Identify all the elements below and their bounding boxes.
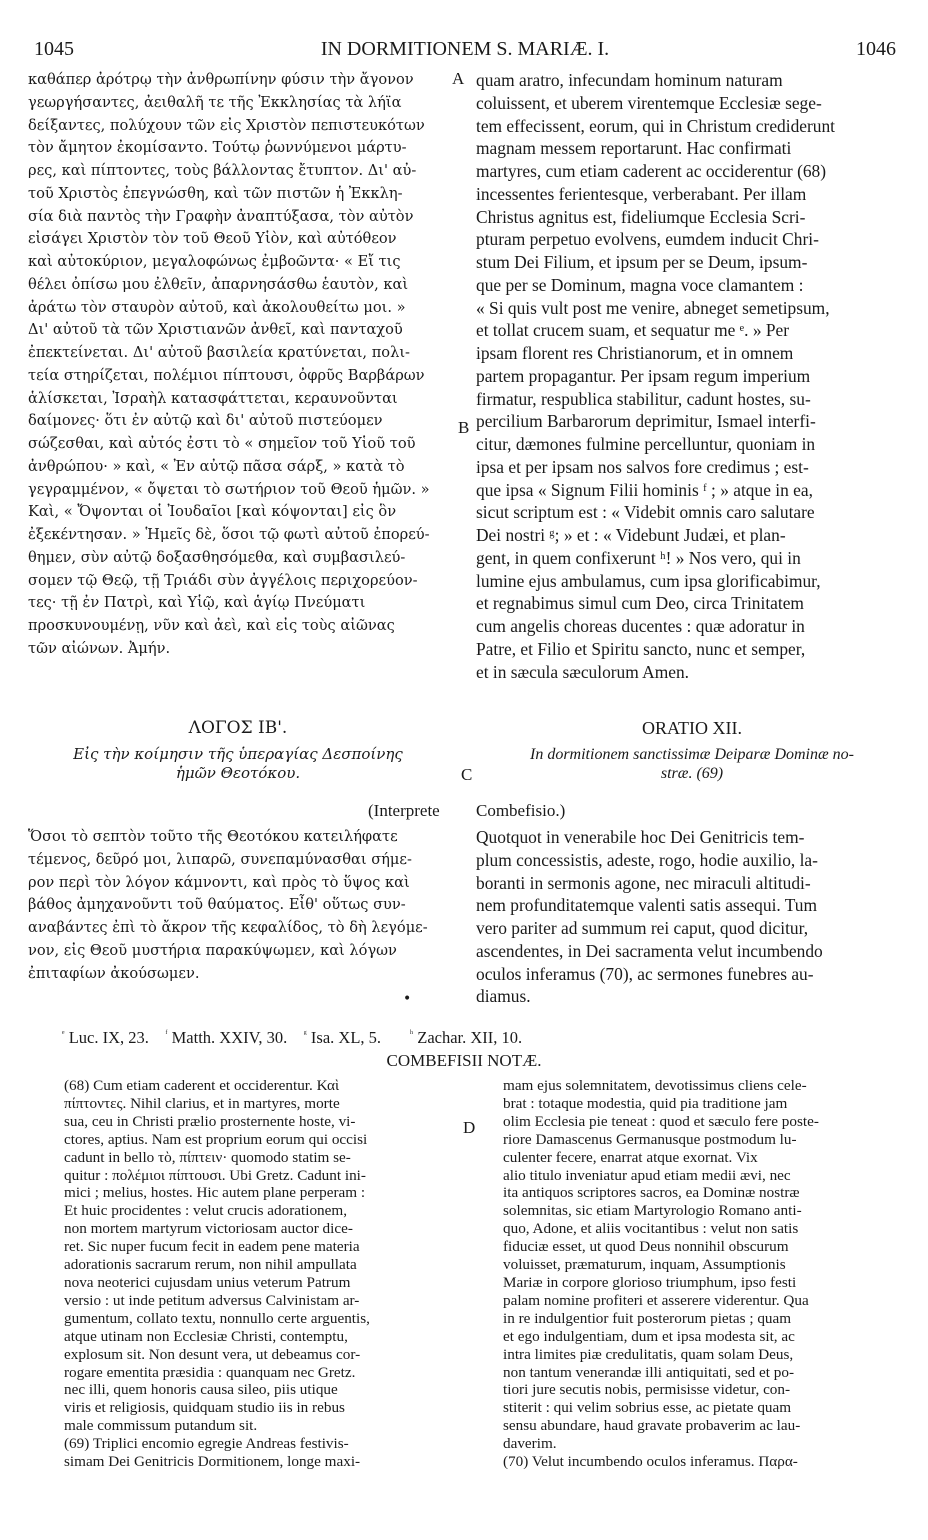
footnote-mark-f: ᶠ xyxy=(165,1028,168,1040)
notes-right-column: mam ejus solemnitatem, devotissimus cliens cele- brat : totaque modestia, quid pia traditione jam olim Ecclesia pie teneat : quod et sæculo fere poste- riore Damascenus Germanusque postmodum lu- culenter fecere, enarrat atque exornat. Vix alio titulo inveniatur apud etiam medii ævi, nec ita antiquos scriptores sacros, ea Dominæ nostræ solemnitas, sic etiam Martyrologio Romano anti- quo, Adone, et aliis vocitantibus : velut non satis fiduciæ esset, ut quod Deus nonnihil obscurum voluisset, præmaturum, inquam, Assumptionis Mariæ in corpore glorioso triumphum, ipso festi palam nomine profiteri et asserere viderentur. Qua in re indulgentior fuit posterorum pietas ; quam et ego indulgentiam, dum et ipsa modesta sit, ac intra limites piæ credulitatis, quam solam Deus, non tantum venerandæ illi antiquitati, sed et po- tiori jure secutis nobis, permisisse videtur, con- stiterit : qui velim sobrius esse, ac pietate quam sensu abundare, haud gravate probaverim ac lau- daverim. (70) Velut incumbendo oculos inferamus. Παρα- xyxy=(503,1077,819,1471)
oration-greek-text: Ὅσοι τὸ σεπτὸν τοῦτο τῆς Θεοτόκου κατειλήφατε τέμενος, δεῦρό μοι, λιπαρῶ, συνεπαμύνασθαι σήμε- ρον περὶ τὸν λόγον κάμνοντι, καὶ πρὸς τὸ ὕψος καὶ βάθος ἀμηχανοῦντι τοῦ θαύματος. Εἶθ' οὕτως συν- αναβάντες ἐπὶ τὸ ἄκρον τῆς κεφαλίδος, τὸ δὴ λεγόμε- νον, εἰς Θεοῦ μυστήρια παρακύψωμεν, καὶ λόγων ἐπιταφίων ἀκούσωμεν. xyxy=(28,828,428,982)
margin-letter-a: A xyxy=(452,69,465,88)
footnote-mark-e: ᵉ xyxy=(62,1028,65,1040)
latin-oration-subtitle: In dormitionem sanctissimæ Deiparæ Dominæ no- stræ. (69) xyxy=(530,746,854,782)
page-number-left: 1045 xyxy=(34,38,74,60)
latin-text-column: quam aratro, infecundam hominum naturam coluissent, et uberem virentemque Ecclesiæ sege- tem effecissent, eorum, qui in Christum crediderunt magnam messem reportarunt. Hac confirmati martyres, cum etiam caderent ac occiderentur (68) incessentes ferientesque, verberabant. Per illam Christus agnitus est, fideliumque Ecclesia Scri- pturam perpetuo evolvens, eumdem inducit Chri- stum Dei Filium, et ipsum per se Deum, ipsum- que per se Dominum, magna voce clamantem : « Si quis vult post me venire, abneget semetipsum, et tollat crucem suam, et sequatur me ᵉ. » Per ipsam florent res Christianorum, et in omnem partem propagantur. Per ipsam regum imperium firmatur, respublica stabilitur, cadunt hostes, su- percilium Barbarorum deprimitur, Ismael interfi- citur, dæmones fulmine percelluntur, quoniam in ipsa et per ipsam nos salvos fore credimus ; est- que ipsa « Signum Filii hominis ᶠ ; » atque in ea, sicut scriptum est : « Videbit omnis caro salutare Dei nostri ᵍ; » et : « Videbunt Judæi, et plan- gent, in quem confixerunt ʰ! » Nos vero, qui in lumine ejus ambulamus, cum ipsa glorificabimur, et regnabimus simul cum Deo, circa Trinitatem cum angelis choreas ducentes : quæ adoratur in Patre, et Filio et Spiritu sancto, nunc et semper, et in sæcula sæculorum Amen. xyxy=(476,70,835,682)
interprete-label: (Interprete xyxy=(368,801,440,820)
greek-oration-subtitle: Εἰς τὴν κοίμησιν τῆς ὑπεραγίας Δεσποίνης ἡμῶν Θεοτόκου. xyxy=(73,745,403,782)
footnote-f: Matth. XXIV, 30. xyxy=(171,1028,288,1047)
notes-left-column: (68) Cum etiam caderent et occiderentur. Καὶ πίπτοντες. Nihil clarius, et in martyres, morte sua, ceu in Christi prælio prosternente hoste, vi- ctores, aptius. Nam est proprium eorum qui occisi cadunt in bello τὸ, πίπτειν· quomodo statim se- quitur : πολέμιοι πίπτουσι. Ubi Gretz. Cadunt ini- mici ; melius, hostes. Hic autem plane perperam : Et huic procidentes : velut crucis adorationem, non mortem martyrum victoriosam auctor dice- ret. Sic nuper fucum fecit in eadem pene materia adorationis sacrarum rerum, non nihil ampullata nova neoterici cujusdam unius veterum Patrum versio : ut inde petitum adversus Calvinistam ar- gumentum, collato textu, nonnullo certe arguentis, atque utinam non Ecclesiæ Christi, contemptu, explosum sit. Non desunt vera, ut debeamus cor- rogare ementita præsidia : quanquam nec Gretz. nec illi, quem honoris causa sileo, piis utique viris et religiosis, quidquam studio iis in rebus male commissum putandum sit. (69) Triplici encomio egregie Andreas festivis- simam Dei Genitricis Dormitionem, longe maxi- xyxy=(64,1077,370,1471)
margin-letter-d: D xyxy=(463,1118,476,1137)
footnote-g: Isa. XL, 5. xyxy=(310,1028,382,1047)
footnote-mark-g: ᵍ xyxy=(303,1028,307,1040)
oration-latin-text: Quotquot in venerabile hoc Dei Genitricis tem- plum concessistis, adeste, rogo, hodie auxilio, la- boranti in sermonis agone, nec miraculi altitudi- nem profunditatemque valenti satis assequi. Tum vero pariter ad summum rei caput, quod dicitur, ascendentes, in Dei sacramenta velut incumbendo oculos inferamus (70), ac sermones funebres au- diamus. xyxy=(476,827,823,1007)
margin-letter-b: B xyxy=(458,418,470,437)
greek-oration-heading: ΛΟΓΟΣ ΙΒ'. xyxy=(188,718,288,738)
margin-letter-c: C xyxy=(461,765,473,784)
running-title: IN DORMITIONEM S. MARIÆ. I. xyxy=(320,38,610,60)
greek-text-column: καθάπερ ἀρότρῳ τὴν ἀνθρωπίνην φύσιν τὴν ἄγονον γεωργήσαντες, ἀειθαλῆ τε τῆς Ἐκκλησίας τὰ λήϊα δείξαντες, πολύχουν τῶν εἰς Χριστὸν πεπιστευκότων τὸν ἄμητον ἐκομίσαντο. Τούτῳ ῥωννύμενοι μάρτυ- ρες, καὶ πίπτοντες, τοὺς βάλλοντας ἔτυπτον. Δι' αὐ- τοῦ Χριστὸς ἐπεγνώσθη, καὶ τῶν πιστῶν ἡ Ἐκκλη- σία διὰ παντὸς τὴν Γραφὴν ἀναπτύξασα, τὸν αὐτὸν εἰσάγει Χριστὸν τὸν τοῦ Θεοῦ Υἱὸν, καὶ αὐτόθεον καὶ αὐτοκύριον, μεγαλοφώνως ἐμβοῶντα· « Εἴ τις θέλει ὀπίσω μου ἐλθεῖν, ἀπαρνησάσθω ἑαυτὸν, καὶ ἀράτω τὸν σταυρὸν αὐτοῦ, καὶ ἀκολουθείτω μοι. » Δι' αὐτοῦ τὰ τῶν Χριστιανῶν ἀνθεῖ, καὶ πανταχοῦ ἐπεκτείνεται. Δι' αὐτοῦ βασιλεία κρατύνεται, πολι- τεία στηρίζεται, πολέμιοι πίπτουσι, ὀφρῦς Βαρβάρων ἁλίσκεται, Ἰσραὴλ κατασφάττεται, κεραυνοῦνται δαίμονες· ὅτι ἐν αὐτῷ καὶ δι' αὐτοῦ πιστεύομεν σώζεσθαι, καὶ αὐτός ἐστι τὸ « σημεῖον τοῦ Υἱοῦ τοῦ ἀνθρώπου· » καὶ, « Ἐν αὐτῷ πᾶσα σάρξ, » κατὰ τὸ γεγραμμένον, « ὄψεται τὸ σωτήριον τοῦ Θεοῦ ἡμῶν. » Καὶ, « Ὄψονται οἱ Ἰουδαῖοι [καὶ κόψονται] εἰς ὃν ἐξεκέντησαν. » Ἡμεῖς δὲ, ὅσοι τῷ φωτὶ αὐτοῦ ἐπορεύ- θημεν, σὺν αὐτῷ δοξασθησόμεθα, καὶ συμβασιλεύ- σομεν τῷ Θεῷ, τῇ Τριάδι σὺν ἀγγέλοις περιχορεύον- τες· τῇ ἐν Πατρὶ, καὶ Υἱῷ, καὶ ἁγίῳ Πνεύματι προσκυνουμένῃ, νῦν καὶ ἀεὶ, καὶ εἰς τοὺς αἰῶνας τῶν αἰώνων. Ἀμήν. xyxy=(28,71,430,657)
page-number-right: 1046 xyxy=(856,38,896,60)
footnote-mark-h: ʰ xyxy=(409,1028,414,1040)
latin-oration-heading: ORATIO XII. xyxy=(642,718,742,738)
notes-heading: COMBEFISII NOTÆ. xyxy=(386,1051,542,1070)
interprete-name: Combefisio.) xyxy=(476,801,566,820)
footnote-e: Luc. IX, 23. xyxy=(68,1028,149,1047)
footnote-h: Zachar. XII, 10. xyxy=(417,1028,523,1047)
ink-dot: • xyxy=(403,991,412,1007)
scripture-footnotes xyxy=(62,1028,882,1048)
